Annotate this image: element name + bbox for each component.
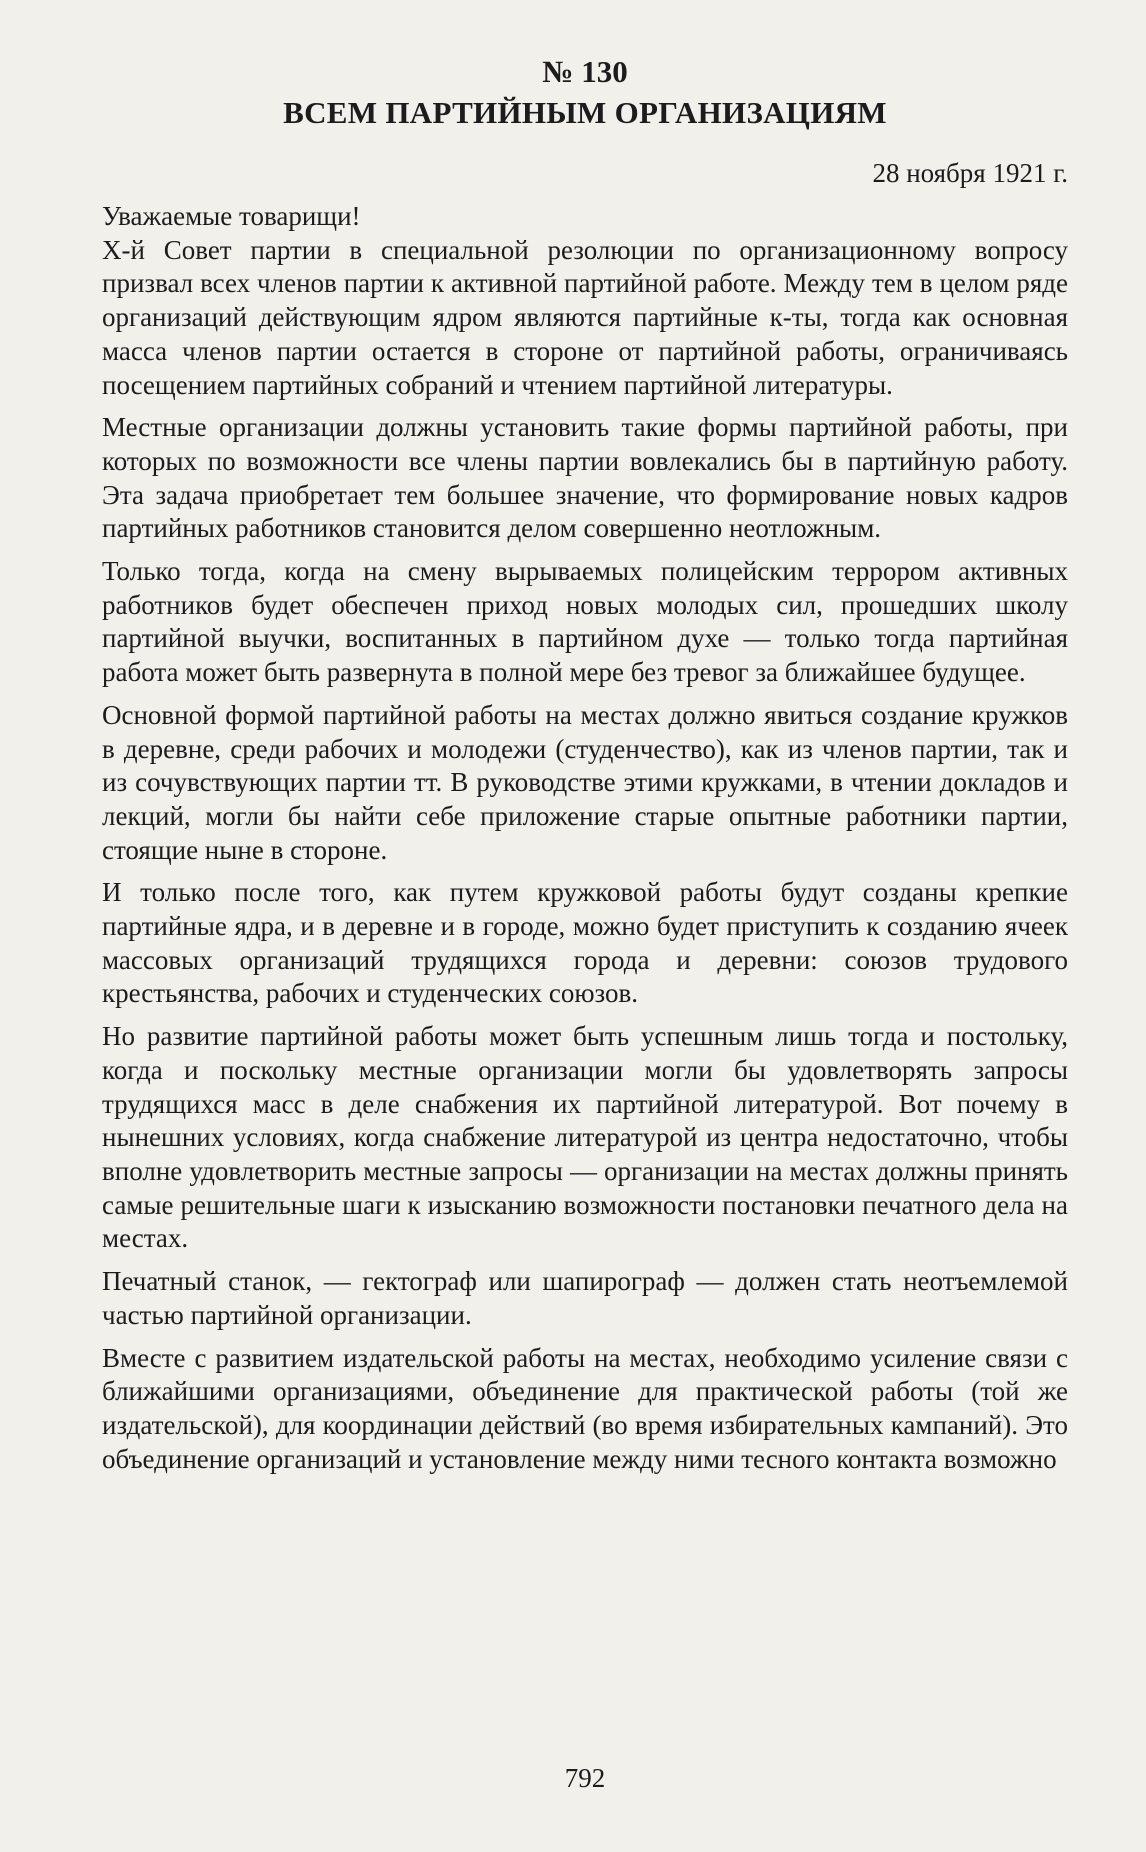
document-number: № 130 — [542, 54, 628, 89]
paragraph: Основной формой партийной работы на местах должно явиться создание кружков в деревне, среди рабочих и молодежи (студенчество), как из членов партии, так и из сочувствующих партии тт. В руководстве этими кружками, в чтении докладов и лекций, могли бы найти себе приложение старые опытные работники партии, стоящие ныне в стороне. — [102, 699, 1068, 865]
paragraph: Местные организации должны установить такие формы партийной работы, при которых по возможности все члены партии вовлекались бы в партийную работу. Эта задача приобретает тем большее значение, что формирование новых кадров партийных работников становится делом совершенно неотложным. — [102, 412, 1068, 544]
document-date: 28 ноября 1921 г. — [872, 158, 1068, 188]
document-title: ВСЕМ ПАРТИЙНЫМ ОРГАНИЗАЦИЯМ — [283, 95, 887, 130]
paragraph: Х-й Совет партии в специальной резолюции по организационному вопросу призвал всех членов партии к активной партийной работе. Между тем в целом ряде организаций действующим ядром являются партийные к-ты, тогда как основная масса членов партии остается в стороне от партийной работы, ограничиваясь посещением партийных собраний и чтением партийной литературы. — [102, 234, 1068, 400]
paragraph: Но развитие партийной работы может быть успешным лишь тогда и постольку, когда и поскольку местные организации могли бы удовлетворять запросы трудящихся масс в деле снабжения их партийной литературой. Вот почему в нынешних условиях, когда снабжение литературой из центра недостаточно, чтобы вполне удовлетворить местные запросы — организации на местах должны принять самые решительные шаги к изысканию возможности постановки печатного дела на местах. — [102, 1021, 1068, 1254]
paragraph: Только тогда, когда на смену вырываемых полицейским террором активных работников будет обеспечен приход новых молодых сил, прошедших школу партийной выучки, воспитанных в партийном духе — только тогда партийная работа может быть развернута в полной мере без тревог за ближайшее будущее. — [102, 556, 1068, 688]
paragraph: Печатный станок, — гектограф или шапирограф — должен стать неотъемлемой частью партийной организации. — [102, 1266, 1068, 1330]
paragraph: Вместе с развитием издательской работы на местах, необходимо усиление связи с ближайшими организациями, объединение для практической работы (той же издательской), для координации действий (во время избирательных кампаний). Это объединение организаций и установление между ними тесного контакта возможно — [102, 1342, 1068, 1474]
paragraph: И только после того, как путем кружковой работы будут созданы крепкие партийные ядра, и в деревне и в городе, можно будет приступить к созданию ячеек массовых организаций трудящихся города и деревни: союзов трудового крестьянства, рабочих и студенческих союзов. — [102, 877, 1068, 1009]
salutation: Уважаемые товарищи! — [102, 201, 361, 231]
document-page — [102, 52, 1068, 1812]
page-number: 792 — [564, 1763, 606, 1793]
